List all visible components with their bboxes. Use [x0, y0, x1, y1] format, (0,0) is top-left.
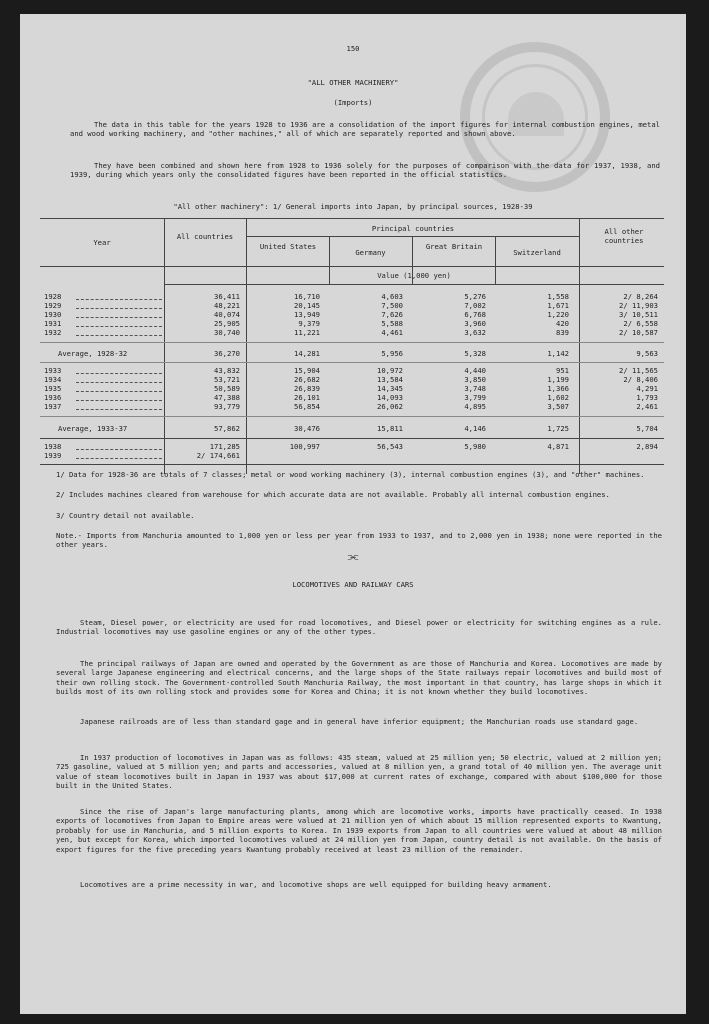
page-number: 150 — [346, 44, 360, 53]
table-rule — [40, 438, 664, 439]
document-page: 150 "ALL OTHER MACHINERY" (Imports) The data in this table for the years 1928 to 1936 are a consolidation of the import figures for internal combustion engines, metal and wood working machinery, and "other machines," all of which are separately reported and shown above. They have been combined and shown here from 1928 to 1936 solely for the purposes of comparison with the data for 1937, 1938, and 1939, during which years only the consolidated figures have been reported in the official statistics. "All other machinery": 1/ General imports into Japan, by principal sources, 1928-39 Year All countries Principal countries United States Germany Great Britain Switzerland All other countries Value (1,000 yen) 1928 36,411 16,710 4,603 5,276 1,558 2/ 8,264 1929 48,221 20,145 7,500 7,002 1,671 2/ 11,903 1930 40,074 13,949 7,626 6,768 1,220 3/ 10,511 1931 25,905 9,379 5,588 3,960 420 2/ 6,558 1932 30,740 11,221 4,461 3,632 839 2/ 10,587 Average, 1928-32 36,270 14,281 5,956 5,328 1,142 9,563 1933 43,832 15,904 10,972 4,440 951 2/ 11,565 1934 53,721 26,682 13,584 3,850 1,199 2/ 8,406 1935 50,589 26,839 14,345 3,748 1,366 4,291 1936 47,388 26,101 14,093 3,799 1,602 1,793 1937 93,779 56,854 26,062 4,895 3,507 2,461 Average, 1933-37 57,862 30,476 15,811 4,146 1,725 5,704 1938 171,285 100,997 56,543 5,980 4,871 2,894 1939 2/ 174,661 1/ Data for 1928-36 are totals of 7 classes; metal or wood working machinery (3), internal combustion engines (3), and "other" machines. 2/ Includes machines cleared from warehouse for which accurate data are not available. Probably all internal combustion engines. 3/ Country detail not available. Note.- Imports from Manchuria amounted to 1,000 yen or less per year from 1933 to 1937, and to 2,000 yen in 1938; none were reported in the other years. ⫘ LOCOMOTIVES AND RAILWAY CARS Steam, Diesel power, or electricity are used for road locomotives, and Diesel power or electricity for switching engines as a rule. Industrial locomotives may use gasoline engines or any of the other types. The principal railways of Japan are owned and operated by the Government as are those of Manchuria and Korea. Locomotives are made by several large Japanese engineering and electrical concerns, and the large shops of the State railways repair locomotives and build most of their own rolling stock. The Government-controlled South Manchuria Railway, the most important in that country, has large shops in which it builds most of its own rolling stock and provides some for Korea and China; it is not known whether they build locomotives. Japanese railroads are of less than standard gage and in general have inferior equipment; the Manchurian roads use standard gage. In 1937 production of locomotives in Japan was as follows: 435 steam, valued at 25 million yen; 50 electric, valued at 2 million yen; 725 gasoline, valued at 5 million yen; and parts and accessories, valued at 8 million yen, a grand total of 40 million yen. The average unit value of steam locomotives built in Japan in 1937 was about $17,000 at current rates of exchange, compared with about $100,000 for those built in the United States. Since the rise of Japan's large manufacturing plants, among which are locomotive works, imports have practically ceased. In 1938 exports of locomotives from Japan to Empire areas were valued at 21 million yen of which about 15 million represented exports to Kwantung, probably for use in Manchuria, and 5 million exports to Korea. In 1939 exports from Japan to all countries were valued at about 48 million yen, but except for Korea, which imported locomotives valued at 24 million yen from Japan, country detail is not available. On the basis of export figures for the five preceding years Kwantung probably received at least 23 million of the remainder. Locomotives are a prime necessity in war, and locomotive shops are well equipped for building heavy armament. — [20, 14, 686, 1014]
footnote-2: 2/ Includes machines cleared from warehouse for which accurate data are not available. Probably all internal combustion engines. — [56, 490, 610, 499]
footnote-1: 1/ Data for 1928-36 are totals of 7 classes; metal or wood working machinery (3), internal combustion engines (3), and "other" machines. — [56, 470, 645, 479]
intro-paragraph-1: The data in this table for the years 1928 to 1936 are a consolidation of the import figures for internal combustion engines, metal and wood working machinery, and "other machines," all of which are separately reported and shown above. — [70, 120, 660, 139]
locomotives-paragraph-1: Steam, Diesel power, or electricity are used for road locomotives, and Diesel power or electricity for switching engines as a rule. Industrial locomotives may use gasoline engines or any of the other types. — [56, 618, 662, 637]
header-year: Year — [93, 238, 111, 247]
table-rule — [579, 218, 580, 474]
locomotives-paragraph-4: In 1937 production of locomotives in Japan was as follows: 435 steam, valued at 25 million yen; 50 electric, valued at 2 million yen; 725 gasoline, valued at 5 million yen; and parts and accessories, valued at 8 million yen, a grand total of 40 million yen. The average unit value of steam locomotives built in Japan in 1937 was about $17,000 at current rates of exchange, compared with about $100,000 for those built in the United States. — [56, 753, 662, 791]
table-rule — [246, 236, 580, 237]
locomotives-paragraph-2: The principal railways of Japan are owned and operated by the Government as are those of Manchuria and Korea. Locomotives are made by several large Japanese engineering and electrical concerns, and the large shops of the State railways repair locomotives and build most of their own rolling stock. The Government-controlled South Manchuria Railway, the most important in that country, has large shops in which it builds most of its own rolling stock and provides some for Korea and China; it is not known whether they build locomotives. — [56, 659, 662, 697]
section-subtitle: (Imports) — [333, 98, 373, 107]
table-note: Note.- Imports from Manchuria amounted to 1,000 yen or less per year from 1933 to 1937, and to 2,000 yen in 1938; none were reported in the other years. — [56, 531, 662, 550]
table-rule — [164, 218, 165, 474]
header-all-other-countries: All other countries — [604, 227, 644, 246]
table-rule — [40, 266, 664, 267]
table-rule — [246, 218, 247, 474]
locomotives-paragraph-3: Japanese railroads are of less than standard gage and in general have inferior equipment; the Manchurian roads use standard gage. — [80, 717, 639, 726]
locomotives-paragraph-6: Locomotives are a prime necessity in war, and locomotive shops are well equipped for building heavy armament. — [80, 880, 552, 889]
header-switzerland: Switzerland — [513, 248, 561, 257]
table-rule — [40, 218, 664, 219]
header-value-unit: Value (1,000 yen) — [377, 271, 451, 280]
table-title: "All other machinery": 1/ General imports into Japan, by principal sources, 1928-39 — [173, 202, 533, 211]
table-rule — [40, 464, 664, 465]
locomotives-paragraph-5: Since the rise of Japan's large manufacturing plants, among which are locomotive works, imports have practically ceased. In 1938 exports of locomotives from Japan to Empire areas were valued at 21 million yen of which about 15 million represented exports to Kwantung, probably for use in Manchuria, and 5 million exports to Korea. In 1939 exports from Japan to all countries were valued at about 48 million yen, but except for Korea, which imported locomotives valued at 24 million yen from Japan, country detail is not available. On the basis of export figures for the five preceding years Kwantung probably received at least 23 million of the remainder. — [56, 807, 662, 854]
table-rule — [164, 284, 664, 285]
locomotives-title: LOCOMOTIVES AND RAILWAY CARS — [292, 580, 414, 589]
section-title: "ALL OTHER MACHINERY" — [307, 78, 399, 87]
header-all-countries: All countries — [176, 232, 234, 241]
section-divider-ornament: ⫘ — [347, 549, 359, 563]
header-principal-countries: Principal countries — [371, 224, 455, 233]
footnote-3: 3/ Country detail not available. — [56, 511, 195, 520]
header-united-states: United States — [259, 242, 317, 251]
header-germany: Germany — [355, 248, 386, 257]
header-great-britain: Great Britain — [425, 242, 483, 251]
intro-paragraph-2: They have been combined and shown here from 1928 to 1936 solely for the purposes of comparison with the data for 1937, 1938, and 1939, during which years only the consolidated figures have been reported in the official statistics. — [70, 161, 660, 180]
